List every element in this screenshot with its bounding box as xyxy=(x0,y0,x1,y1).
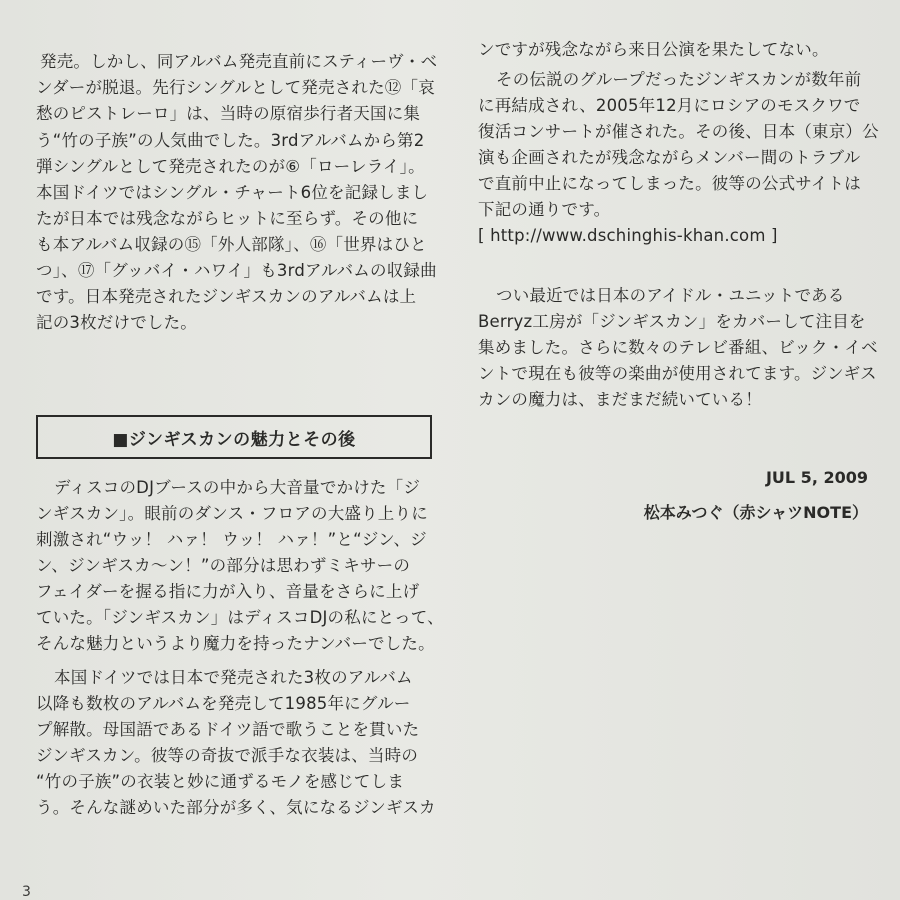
text-line: ンダーが脱退。先行シングルとして発売された⑫「哀 xyxy=(36,78,435,97)
text-line: 以降も数枚のアルバムを発売して1985年にグルー xyxy=(36,694,411,713)
text-line: そんな魅力というより魔力を持ったナンバーでした。 xyxy=(36,634,435,653)
text-line: カンの魔力は、まだまだ続いている！ xyxy=(478,390,762,409)
text-line: フェイダーを握る指に力が入り、音量をさらに上げ xyxy=(36,582,420,601)
text-line: 記の3枚だけでした。 xyxy=(36,313,197,332)
page-number: 3 xyxy=(22,884,31,900)
text-line: ていた。「ジンギスカン」はディスコDJの私にとって、 xyxy=(36,608,444,627)
text-line: ンですが残念ながら来日公演を果たしてない。 xyxy=(478,40,829,59)
text-line: ン、ジンギスカ～ン！”の部分は思わずミキサーの xyxy=(36,556,411,575)
text-line: つ」、⑰「グッバイ・ハワイ」も3rdアルバムの収録曲 xyxy=(36,261,437,280)
author-line: 松本みつぐ（赤シャツNOTE） xyxy=(643,503,868,522)
text-line: も本アルバム収録の⑮「外人部隊」、⑯「世界はひと xyxy=(36,235,427,254)
text-line: 本国ドイツでは日本で発売された3枚のアルバム xyxy=(54,668,413,687)
text-line: ジンギスカン。彼等の奇抜で派手な衣装は、当時の xyxy=(36,746,419,765)
text-line: Berryz工房が「ジンギスカン」をカバーして注目を xyxy=(478,312,866,331)
date-line: JUL 5, 2009 xyxy=(765,468,868,487)
text-line: です。日本発売されたジンギスカンのアルバムは上 xyxy=(36,287,417,306)
website-url: [ http://www.dschinghis-khan.com ] xyxy=(478,226,778,245)
text-line: 集めました。さらに数々のテレビ番組、ビック・イベ xyxy=(478,338,878,357)
text-line: たが日本では残念ながらヒットに至らず。その他に xyxy=(36,209,419,228)
text-line: で直前中止になってしまった。彼等の公式サイトは xyxy=(478,174,861,193)
text-line: 刺激され“ウッ！ ハァ！ ウッ！ ハァ！”と“ジン、ジ xyxy=(36,530,427,549)
text-line: 発売。しかし、同アルバム発売直前にスティーヴ・ベ xyxy=(40,52,438,71)
text-line: 本国ドイツではシングル・チャート6位を記録しまし xyxy=(36,183,429,202)
text-line: ンギスカン」。眼前のダンス・フロアの大盛り上りに xyxy=(36,504,428,523)
text-line: 復活コンサートが催された。その後、日本（東京）公 xyxy=(478,122,879,141)
text-line: に再結成され、2005年12月にロシアのモスクワで xyxy=(478,96,861,115)
text-line: 弾シングルとして発売されたのが⑥「ローレライ」。 xyxy=(36,157,425,176)
section-heading: ■ジンギスカンの魅力とその後 xyxy=(112,429,356,450)
text-line: その伝説のグループだったジンギスカンが数年前 xyxy=(496,70,862,89)
text-line: 愁のピストレーロ」は、当時の原宿歩行者天国に集 xyxy=(36,104,421,123)
text-line: ントで現在も彼等の楽曲が使用されてます。ジンギス xyxy=(478,364,877,383)
text-line: 演も企画されたが残念ながらメンバー間のトラブル xyxy=(478,148,861,167)
text-line: “竹の子族”の衣装と妙に通ずるモノを感じてしま xyxy=(36,772,405,791)
text-line: つい最近では日本のアイドル・ユニットである xyxy=(496,286,845,305)
text-line: う“竹の子族”の人気曲でした。3rdアルバムから第2 xyxy=(36,131,425,150)
text-line: う。そんな謎めいた部分が多く、気になるジンギスカ xyxy=(36,798,436,817)
text-line: ディスコのDJブースの中から大音量でかけた「ジ xyxy=(54,478,421,497)
section-heading-box xyxy=(36,415,432,459)
text-line: 下記の通りです。 xyxy=(478,200,611,219)
text-line: プ解散。母国語であるドイツ語で歌うことを貫いた xyxy=(36,720,420,739)
